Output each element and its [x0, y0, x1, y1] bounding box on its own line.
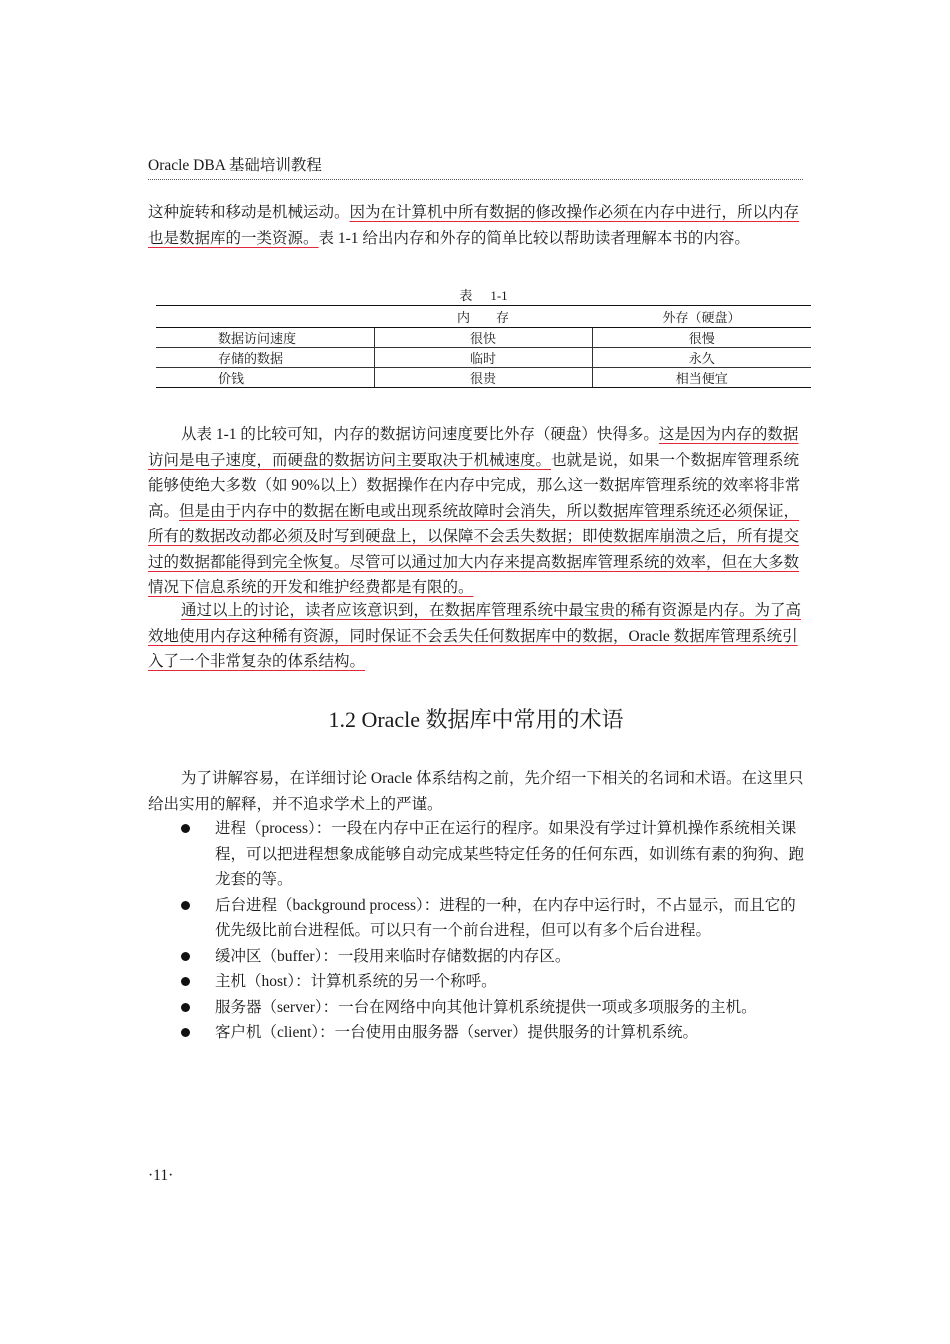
list-item — [148, 816, 804, 893]
bullet-icon — [181, 1003, 190, 1012]
table-cell: 数据访问速度 — [156, 328, 374, 348]
text-span: 表 1-1 给出内存和外存的简单比较以帮助读者理解本书的内容。 — [318, 229, 750, 247]
term-text: 缓冲区（buffer）：一段用来临时存储数据的内存区。 — [215, 947, 571, 965]
table-caption — [156, 287, 811, 305]
text-span: 从表 1-1 的比较可知，内存的数据访问速度要比外存（硬盘）快得多。 — [181, 426, 659, 443]
list-item — [148, 1020, 804, 1046]
paragraph-terms-intro: 为了讲解容易，在详细讨论 Oracle 体系结构之前，先介绍一下相关的名词和术语。在这里只给出实用的解释，并不追求学术上的严谨。 — [148, 770, 804, 813]
paragraph-conclusion — [148, 598, 804, 675]
table-header-cell: 外存（硬盘） — [592, 306, 811, 328]
table-cell: 相当便宜 — [592, 368, 811, 388]
highlighted-text: 但是由于内存中的数据在断电或出现系统故障时会消失，所以数据库管理系统还必须保证，所有的数据改动都必须及时写到硬盘上，以保障不会丢失数据；即使数据库崩溃之后，所有提交过的数据都能得到完全恢复。尽管可以通过加大内存来提高数据库管理系统的效率，但在大多数情况下信息系统的开发和维护经费都是有限的。 — [148, 502, 800, 596]
paragraph-comparison — [148, 422, 804, 601]
bullet-icon — [181, 901, 190, 910]
text-span: 也就是说，如果一个数据库管理系统能够使绝大多数（如 90%以上）数据操作在内存中完成，那么这一数据库管理系统的效率将非常高。 — [148, 451, 801, 520]
list-item — [148, 944, 804, 970]
table-cell: 很快 — [374, 328, 592, 348]
list-item — [148, 995, 804, 1021]
bullet-icon — [181, 1028, 190, 1037]
caption-label: 表 — [459, 288, 473, 303]
term-text: 进程（process）：一段在内存中正在运行的程序。如果没有学过计算机操作系统相关课程，可以把进程想象成能够自动完成某些特定任务的任何东西，如训练有素的狗狗、跑龙套的等。 — [215, 820, 805, 888]
table-header-row — [156, 306, 811, 328]
table-cell: 永久 — [592, 348, 811, 368]
bullet-icon — [181, 977, 190, 986]
comparison-table — [156, 305, 811, 388]
highlighted-text: 因为在计算机中所有数据的修改操作必须在内存中进行，所以内存也是数据库的一类资源。 — [148, 204, 800, 247]
term-text: 客户机（client）：一台使用由服务器（server）提供服务的计算机系统。 — [215, 1024, 699, 1041]
bullet-icon — [181, 824, 190, 833]
term-text: 主机（host）：计算机系统的另一个称呼。 — [215, 973, 497, 990]
terms-list — [148, 816, 804, 1046]
table-cell: 很慢 — [592, 328, 811, 348]
table-cell: 很贵 — [374, 368, 592, 388]
table-cell: 临时 — [374, 348, 592, 368]
list-item — [148, 893, 804, 944]
caption-number: 1-1 — [490, 288, 508, 303]
term-text: 服务器（server）：一台在网络中向其他计算机系统提供一项或多项服务的主机。 — [215, 998, 757, 1016]
table-cell: 价钱 — [156, 368, 374, 388]
table-cell: 存储的数据 — [156, 348, 374, 368]
term-text: 后台进程（background process）：进程的一种，在内存中运行时，不占显示，而且它的优先级比前台进程低。可以只有一个前台进程，但可以有多个后台进程。 — [215, 896, 796, 939]
page-header: Oracle DBA 基础培训教程 — [148, 156, 803, 180]
table-row — [156, 348, 811, 368]
highlighted-text: 这是因为内存的数据访问是电子速度，而硬盘的数据访问主要取决于机械速度。 — [148, 426, 799, 469]
page-number: ·11· — [148, 1167, 174, 1184]
section-heading: 1.2 Oracle 数据库中常用的术语 — [328, 707, 624, 732]
paragraph-memory-resource — [148, 200, 804, 251]
list-item — [148, 969, 804, 995]
table-row — [156, 368, 811, 388]
text-span: 这种旋转和移动是机械运动。 — [148, 204, 350, 221]
bullet-icon — [181, 952, 190, 961]
table-row — [156, 328, 811, 348]
table-header-cell: 内 存 — [374, 306, 592, 328]
table-header-cell — [156, 306, 374, 328]
highlighted-text: 通过以上的讨论，读者应该意识到，在数据库管理系统中最宝贵的稀有资源是内存。为了高效地使用内存这种稀有资源，同时保证不会丢失任何数据库中的数据，Oracle 数据库管理系统引入了一个非常复杂的体系结构。 — [148, 602, 802, 670]
